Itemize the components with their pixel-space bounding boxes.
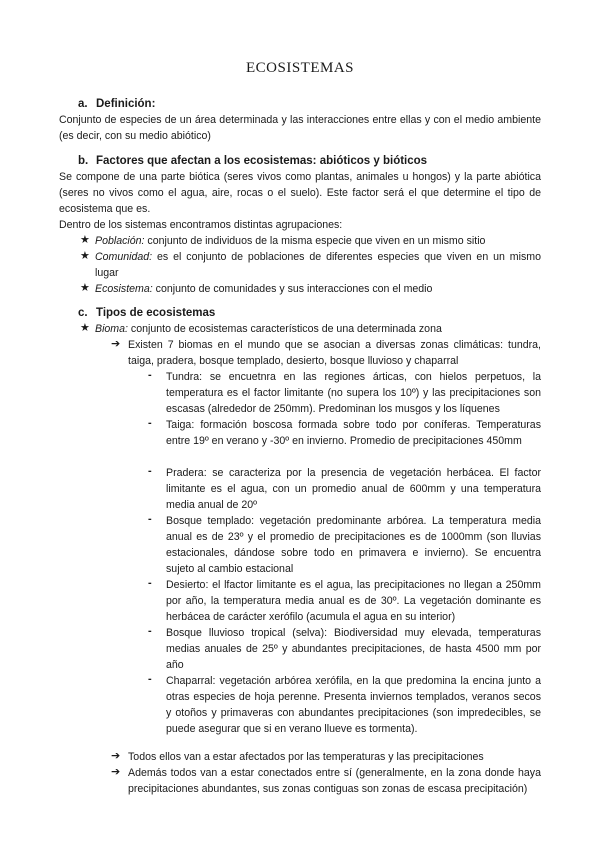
dash-bullet-icon: - bbox=[148, 673, 152, 685]
biome-item bbox=[166, 625, 541, 673]
bullet-desc: conjunto de comunidades y sus interacciones con el medio bbox=[152, 283, 433, 295]
dash-bullet-icon: - bbox=[148, 465, 152, 477]
bullet-desc: conjunto de individuos de la misma especie que viven en un mismo sitio bbox=[144, 235, 486, 247]
star-bullet-icon: ★ bbox=[80, 234, 90, 246]
bullet-term: Comunidad: bbox=[95, 251, 153, 263]
section-b-heading bbox=[78, 155, 427, 167]
dash-bullet-icon: - bbox=[148, 513, 152, 525]
biome-name: Tundra: bbox=[166, 371, 203, 383]
biome-name: Chaparral: bbox=[166, 675, 216, 687]
biome-item bbox=[166, 369, 541, 417]
biome-name: Bosque templado: bbox=[166, 515, 255, 527]
list-item bbox=[95, 233, 541, 249]
biome-desc: vegetación predominante arbórea. La temperatura media anual es de 23º y el promedio de precipitaciones es de 1000mm (son lluvias estacionales, dándose sobre todo en primavera e invierno). Se encuentra sujeto al cambio estacional bbox=[166, 515, 541, 575]
biome-name: Taiga: bbox=[166, 419, 195, 431]
biome-desc: el lfactor limitante es el agua, las precipitaciones no llegan a 250mm por año, la temperatura media anual es de 30º. La vegetación dominante es herbácea de carácter xerófilo (acumula el agua en su interior) bbox=[166, 579, 541, 623]
section-b-label: b. bbox=[78, 155, 89, 167]
section-c-title: Tipos de ecosistemas bbox=[96, 307, 216, 319]
dash-bullet-icon: - bbox=[148, 417, 152, 429]
star-bullet-icon: ★ bbox=[80, 322, 90, 334]
section-c-label: c. bbox=[78, 307, 88, 319]
biome-item bbox=[166, 417, 541, 449]
biome-item bbox=[166, 577, 541, 625]
biome-desc: se encuetnra en las regiones árticas, con hielos perpetuos, la temperatura es el factor limitante (no supera los 10º) y las precipitaciones son escasas (alrededor de 250mm). Predominan los musgos y los líquenes bbox=[166, 371, 541, 415]
bullet-desc: conjunto de ecosistemas característicos de una determinada zona bbox=[127, 323, 442, 335]
section-a-title: Definición: bbox=[96, 98, 156, 110]
dash-bullet-icon: - bbox=[148, 625, 152, 637]
page-title: ECOSISTEMAS bbox=[245, 60, 355, 76]
biome-item bbox=[166, 465, 541, 513]
section-a-label: a. bbox=[78, 98, 88, 110]
arrow-bullet-icon: ➔ bbox=[111, 338, 121, 350]
list-item bbox=[95, 249, 541, 281]
dash-bullet-icon: - bbox=[148, 577, 152, 589]
biome-desc: Biodiversidad muy elevada, temperaturas medias anuales de 25º y abundantes precipitaciones, de hasta 4500 mm por año bbox=[166, 627, 541, 671]
section-b-text: Se compone de una parte biótica (seres vivos como plantas, animales u hongos) y la parte abiótica (seres no vivos como el agua, aire, rocas o el suelo). Este factor será el que determine el tipo de ecosistema que es. bbox=[59, 171, 541, 215]
section-a-text: Conjunto de especies de un área determinada y las interacciones entre ellas y con el medio ambiente (es decir, con su medio abiótico) bbox=[59, 114, 541, 142]
biome-desc: vegetación arbórea xerófila, en la que predomina la encina junto a otras especies de hoja perenne. Presenta inviernos templados, veranos secos y otoños y primaveras con abundantes precipitaciones (son impredecibles, se puede asegurar que si en verano llueve es tormenta). bbox=[166, 675, 541, 735]
section-b-intro: Dentro de los sistemas encontramos distintas agrupaciones: bbox=[59, 219, 343, 231]
bullet-term: Ecosistema: bbox=[95, 283, 153, 295]
list-item bbox=[95, 281, 541, 297]
biome-name: Pradera: bbox=[166, 467, 207, 479]
arrow-bullet-icon: ➔ bbox=[111, 750, 121, 762]
arrow-item-text: Además todos van a estar conectados entre sí (generalmente, en la zona donde haya precipitaciones abundantes, sus zonas contiguas son zonas de escasa precipitación) bbox=[128, 767, 541, 795]
arrow-item-text: Existen 7 biomas en el mundo que se asocian a diversas zonas climáticas: tundra, taiga, pradera, bosque templado, desierto, bosque lluvioso y chaparral bbox=[128, 339, 541, 367]
biome-name: Desierto: bbox=[166, 579, 209, 591]
section-a-heading bbox=[78, 98, 155, 110]
star-bullet-icon: ★ bbox=[80, 250, 90, 262]
arrow-bullet-icon: ➔ bbox=[111, 766, 121, 778]
section-b-title: Factores que afectan a los ecosistemas: abióticos y bióticos bbox=[96, 155, 428, 167]
biome-name: Bosque lluvioso tropical (selva): bbox=[166, 627, 328, 639]
biome-item bbox=[166, 673, 541, 737]
list-item bbox=[95, 321, 541, 337]
bullet-desc: es el conjunto de poblaciones de diferentes especies que viven en un mismo lugar bbox=[95, 251, 541, 279]
biome-desc: formación boscosa formada sobre todo por coníferas. Temperaturas entre 19º en verano y -30º en invierno. Promedio de precipitaciones 450mm bbox=[166, 419, 541, 447]
dash-bullet-icon: - bbox=[148, 369, 152, 381]
biome-desc: se caracteriza por la presencia de vegetación herbácea. El factor limitante es el agua, con un promedio anual de 600mm y una temperatura media anual de 20º bbox=[166, 467, 541, 511]
bullet-term: Bioma: bbox=[95, 323, 128, 335]
biome-item bbox=[166, 513, 541, 577]
star-bullet-icon: ★ bbox=[80, 282, 90, 294]
bullet-term: Población: bbox=[95, 235, 145, 247]
section-c-heading bbox=[78, 307, 215, 319]
arrow-item-text: Todos ellos van a estar afectados por las temperaturas y las precipitaciones bbox=[128, 751, 484, 763]
